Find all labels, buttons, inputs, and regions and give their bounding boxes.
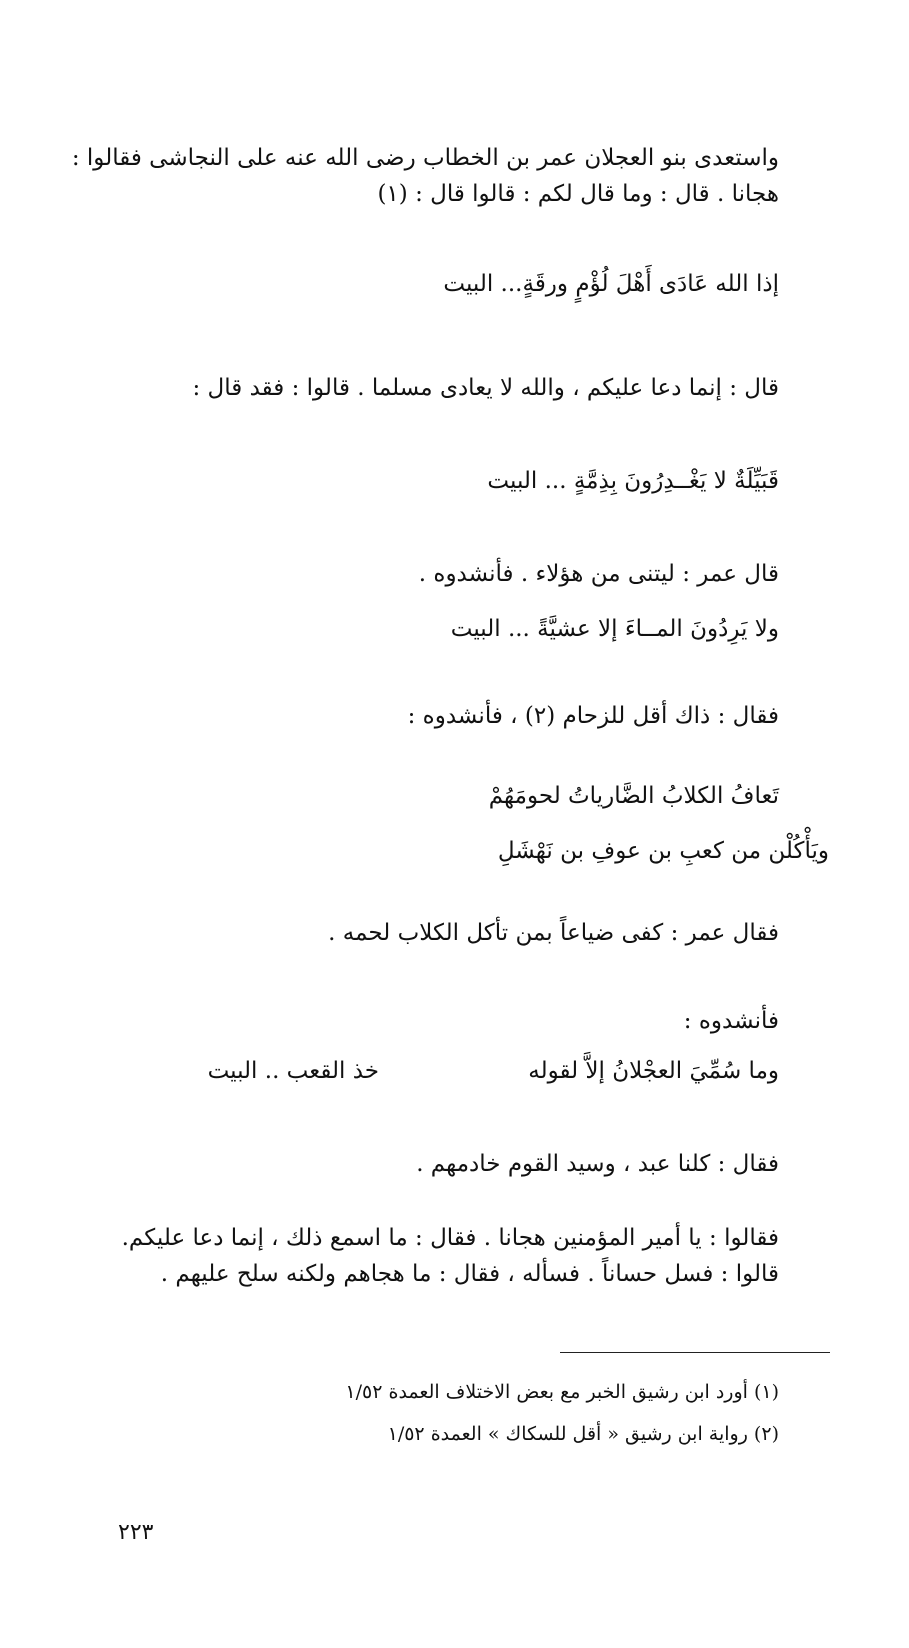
verse-4-first-hemistich: تَعافُ الكلابُ الضَّارياتُ لحومَهُمْ <box>488 783 779 809</box>
footnote-separator <box>560 1352 830 1353</box>
paragraph-6: فأنشدوه : <box>683 1008 779 1034</box>
footnote-2: (٢) رواية ابن رشيق « أقل للسكاك » العمدة ١/٥٢ <box>387 1423 779 1445</box>
page-number: ٢٢٣ <box>118 1520 154 1545</box>
verse-4-second-hemistich: ويَأْكُلْن من كعبِ بن عوفِ بن نَهْشَلِ <box>497 838 829 864</box>
footnote-1: (١) أورد ابن رشيق الخبر مع بعض الاختلاف العمدة ١/٥٢ <box>345 1381 779 1403</box>
paragraph-3: قال عمر : ليتنى من هؤلاء . فأنشدوه . <box>418 561 779 587</box>
verse-3: ولا يَرِدُونَ المــاءَ إلا عشيَّةً ... البيت <box>450 616 779 642</box>
verse-5-second-hemistich: خذ القعب .. البيت <box>207 1058 379 1084</box>
verse-1: إذا الله عَادَى أَهْلَ لُؤْمٍ ورقَةٍ... البيت <box>443 271 779 297</box>
paragraph-8-line-2: قالوا : فسل حساناً . فسأله ، فقال : ما هجاهم ولكنه سلح عليهم . <box>160 1261 779 1287</box>
verse-5-first-hemistich: وما سُمِّيَ العجْلانُ إلاَّ لقوله <box>528 1058 779 1084</box>
paragraph-1-line-1: واستعدى بنو العجلان عمر بن الخطاب رضى الله عنه على النجاشى فقالوا : <box>71 145 779 171</box>
paragraph-5: فقال عمر : كفى ضياعاً بمن تأكل الكلاب لحمه . <box>328 920 779 946</box>
paragraph-2: قال : إنما دعا عليكم ، والله لا يعادى مسلما . قالوا : فقد قال : <box>192 375 779 401</box>
paragraph-8-line-1: فقالوا : يا أمير المؤمنين هجانا . فقال : ما اسمع ذلك ، إنما دعا عليكم. <box>121 1225 779 1251</box>
paragraph-1-line-2: هجانا . قال : وما قال لكم : قالوا قال : (١) <box>377 181 779 207</box>
paragraph-7: فقال : كلنا عبد ، وسيد القوم خادمهم . <box>416 1151 779 1177</box>
paragraph-4: فقال : ذاك أقل للزحام (٢) ، فأنشدوه : <box>407 703 779 729</box>
verse-2: قَبَيِّلَةٌ لا يَغْــدِرُونَ بِذِمَّةٍ ... البيت <box>487 468 779 494</box>
